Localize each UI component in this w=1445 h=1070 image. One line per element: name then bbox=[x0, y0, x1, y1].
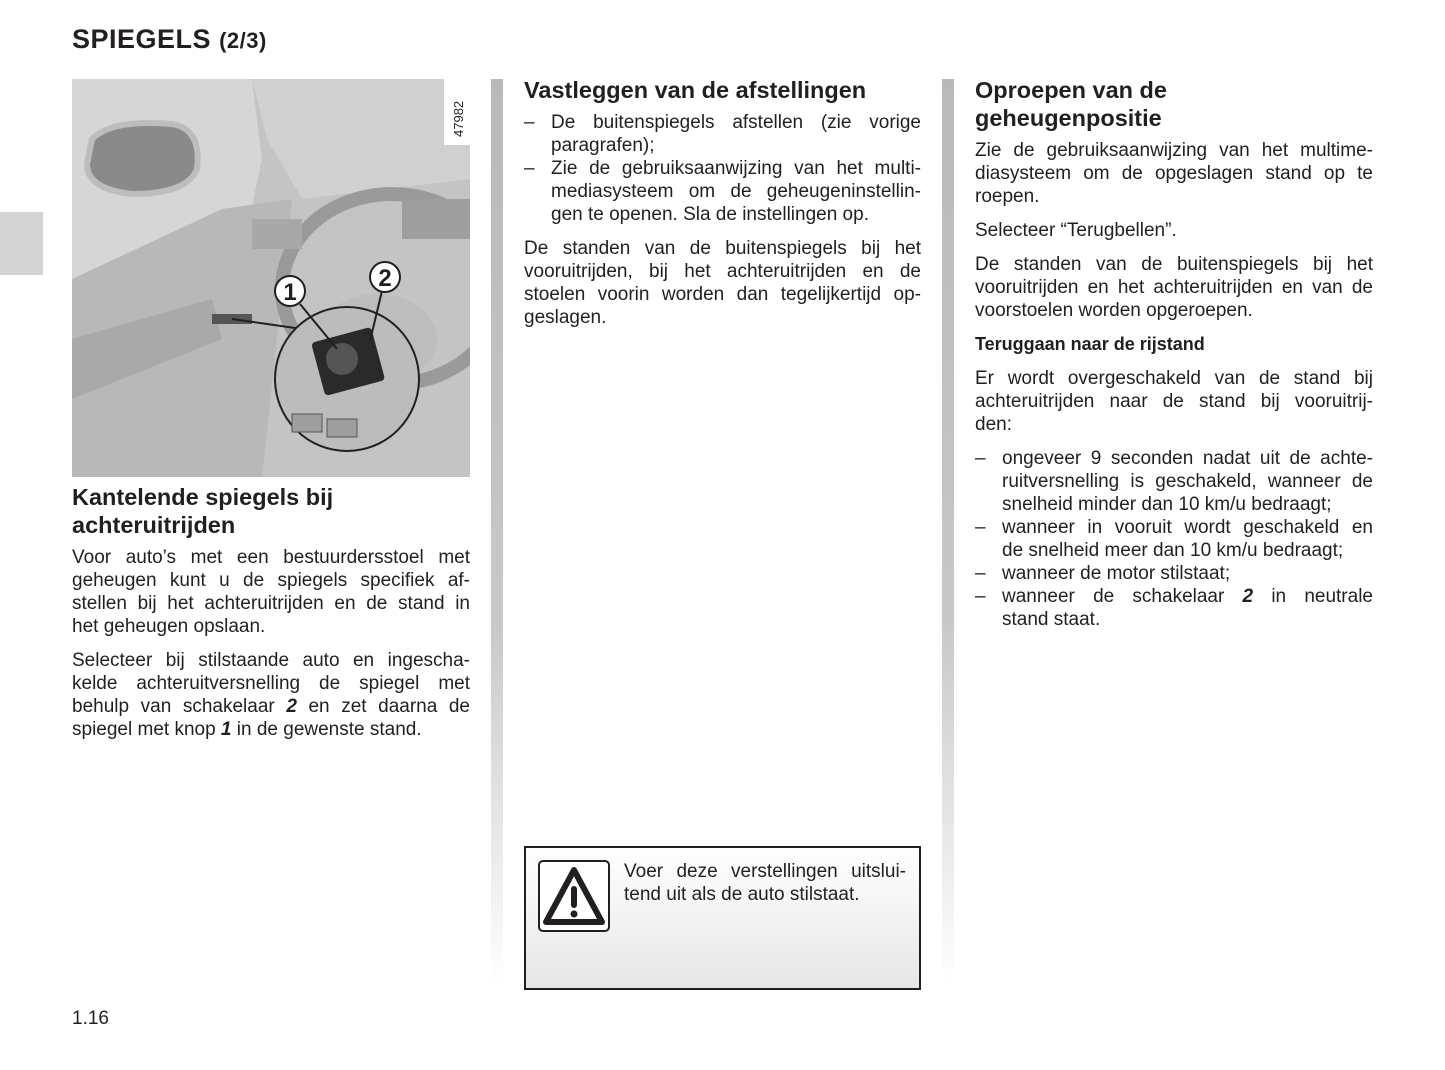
column-3 bbox=[975, 76, 1373, 642]
subheading: Teruggaan naar de rijstand bbox=[975, 334, 1205, 354]
reference-number: 2 bbox=[1242, 586, 1254, 607]
text-line bbox=[1002, 585, 1373, 608]
paragraph bbox=[975, 139, 1373, 208]
text-line: ruitversnelling is geschakeld, wanneer de bbox=[1002, 471, 1373, 492]
text-line: Er wordt overgeschakeld van de stand bij bbox=[975, 368, 1373, 389]
text-line: Selecteer bij stilstaande auto en ingescha- bbox=[72, 650, 470, 671]
column-divider bbox=[942, 79, 954, 984]
text-line: achteruitrijden naar de stand bij vooruitrij- bbox=[975, 391, 1373, 412]
bullet-dash: – bbox=[975, 448, 986, 469]
list-item bbox=[975, 585, 1373, 631]
title-part: (2/3) bbox=[219, 28, 267, 53]
warning-line: tend uit als de auto stilstaat. bbox=[624, 884, 860, 905]
text-line: De standen van de buitenspiegels bij het bbox=[524, 238, 921, 259]
callout-1: 1 bbox=[283, 279, 297, 306]
bullet-list bbox=[524, 111, 921, 226]
text-line: vooruitrijden, bij het achteruitrijden en de bbox=[524, 261, 921, 282]
text-line: kelde achteruitversnelling de spiegel met bbox=[72, 673, 470, 694]
text-part: in neutrale bbox=[1253, 586, 1373, 607]
page-title bbox=[72, 24, 267, 55]
section-heading bbox=[72, 483, 470, 539]
paragraph-group bbox=[72, 546, 470, 741]
bullet-dash: – bbox=[975, 563, 986, 584]
text-line: roepen. bbox=[975, 186, 1040, 207]
paragraph-group bbox=[975, 139, 1373, 322]
text-part: en zet daarna de bbox=[296, 696, 471, 717]
warning-line: Voer deze verstellingen uitslui- bbox=[624, 861, 906, 882]
list-item bbox=[975, 562, 1373, 585]
paragraph bbox=[975, 253, 1373, 322]
column-1 bbox=[72, 483, 470, 752]
paragraph bbox=[72, 649, 470, 741]
text-line: ongeveer 9 seconden nadat uit de achte- bbox=[1002, 448, 1373, 469]
bullet-dash: – bbox=[524, 112, 535, 133]
bullet-list bbox=[975, 447, 1373, 631]
figure-ref-number: 47982 bbox=[451, 100, 466, 137]
heading-line: geheugenpositie bbox=[975, 105, 1162, 131]
text-line: wanneer in vooruit wordt geschakeld en bbox=[1002, 517, 1373, 538]
paragraph bbox=[72, 546, 470, 638]
bullet-dash: – bbox=[975, 517, 986, 538]
title-text: SPIEGELS bbox=[72, 24, 212, 54]
list-item bbox=[524, 111, 921, 157]
text-line: geslagen. bbox=[524, 307, 607, 328]
heading-line: achteruitrijden bbox=[72, 512, 236, 538]
heading-line: Kantelende spiegels bij bbox=[72, 484, 334, 510]
section-heading bbox=[975, 76, 1373, 132]
text-line: Zie de gebruiksaanwijzing van het multime- bbox=[975, 140, 1373, 161]
text-line: snelheid minder dan 10 km/u bedraagt; bbox=[1002, 494, 1332, 515]
text-part: in de gewenste stand. bbox=[231, 719, 422, 740]
text-line: diasysteem om de opgeslagen stand op te bbox=[975, 163, 1373, 184]
mirror-control-illustration bbox=[72, 79, 470, 477]
text-line: De standen van de buitenspiegels bij het bbox=[975, 254, 1373, 275]
text-line bbox=[72, 718, 470, 741]
text-line: Voor auto’s met een bestuurdersstoel met bbox=[72, 547, 470, 568]
text-line: Zie de gebruiksaanwijzing van het multi- bbox=[551, 158, 921, 179]
reference-number: 1 bbox=[220, 719, 232, 740]
text-part: spiegel met knop bbox=[72, 719, 221, 740]
paragraph-group bbox=[975, 367, 1373, 436]
text-line: het geheugen opslaan. bbox=[72, 616, 266, 637]
warning-box bbox=[524, 846, 921, 990]
text-line: de snelheid meer dan 10 km/u bedraagt; bbox=[1002, 540, 1344, 561]
text-line: geheugen kunt u de spiegels specifiek af- bbox=[72, 570, 470, 591]
callout-2: 2 bbox=[378, 265, 392, 292]
warning-triangle-icon bbox=[538, 860, 610, 932]
text-line: stoelen voorin worden dan tegelijkertijd op- bbox=[524, 284, 921, 305]
text-line: De buitenspiegels afstellen (zie vorige bbox=[551, 112, 921, 133]
page-number: 1.16 bbox=[72, 1008, 109, 1029]
section-tab bbox=[0, 212, 43, 275]
heading-line: Vastleggen van de afstellingen bbox=[524, 77, 867, 103]
column-divider bbox=[491, 79, 503, 984]
reference-number: 2 bbox=[286, 696, 297, 717]
text-line: paragrafen); bbox=[551, 135, 655, 156]
text-part: behulp van schakelaar bbox=[72, 696, 287, 717]
text-line bbox=[72, 695, 470, 718]
paragraph bbox=[524, 237, 921, 329]
heading-line: Oproepen van de bbox=[975, 77, 1167, 103]
list-item bbox=[975, 447, 1373, 516]
list-item bbox=[524, 157, 921, 226]
text-line: stellen bij het achteruitrijden en de stand in bbox=[72, 593, 470, 614]
list-item bbox=[975, 516, 1373, 562]
column-2 bbox=[524, 76, 921, 340]
text-line: gen te openen. Sla de instellingen op. bbox=[551, 204, 869, 225]
text-line: wanneer de motor stilstaat; bbox=[1002, 563, 1231, 584]
paragraph-group bbox=[524, 237, 921, 329]
text-line: vooruitrijden en het achteruitrijden en van de bbox=[975, 277, 1373, 298]
text-line: Selecteer “Terugbellen”. bbox=[975, 220, 1177, 241]
text-line: stand staat. bbox=[1002, 609, 1101, 630]
text-part: wanneer de schakelaar bbox=[1002, 586, 1243, 607]
bullet-dash: – bbox=[975, 586, 986, 607]
paragraph bbox=[975, 219, 1373, 242]
section-heading bbox=[524, 76, 921, 104]
paragraph bbox=[975, 367, 1373, 436]
text-line: mediasysteem om de geheugeninstellin- bbox=[551, 181, 921, 202]
bullet-dash: – bbox=[524, 158, 535, 179]
text-line: den: bbox=[975, 414, 1012, 435]
text-line: voorstoelen worden opgeroepen. bbox=[975, 300, 1253, 321]
warning-text bbox=[624, 860, 906, 906]
